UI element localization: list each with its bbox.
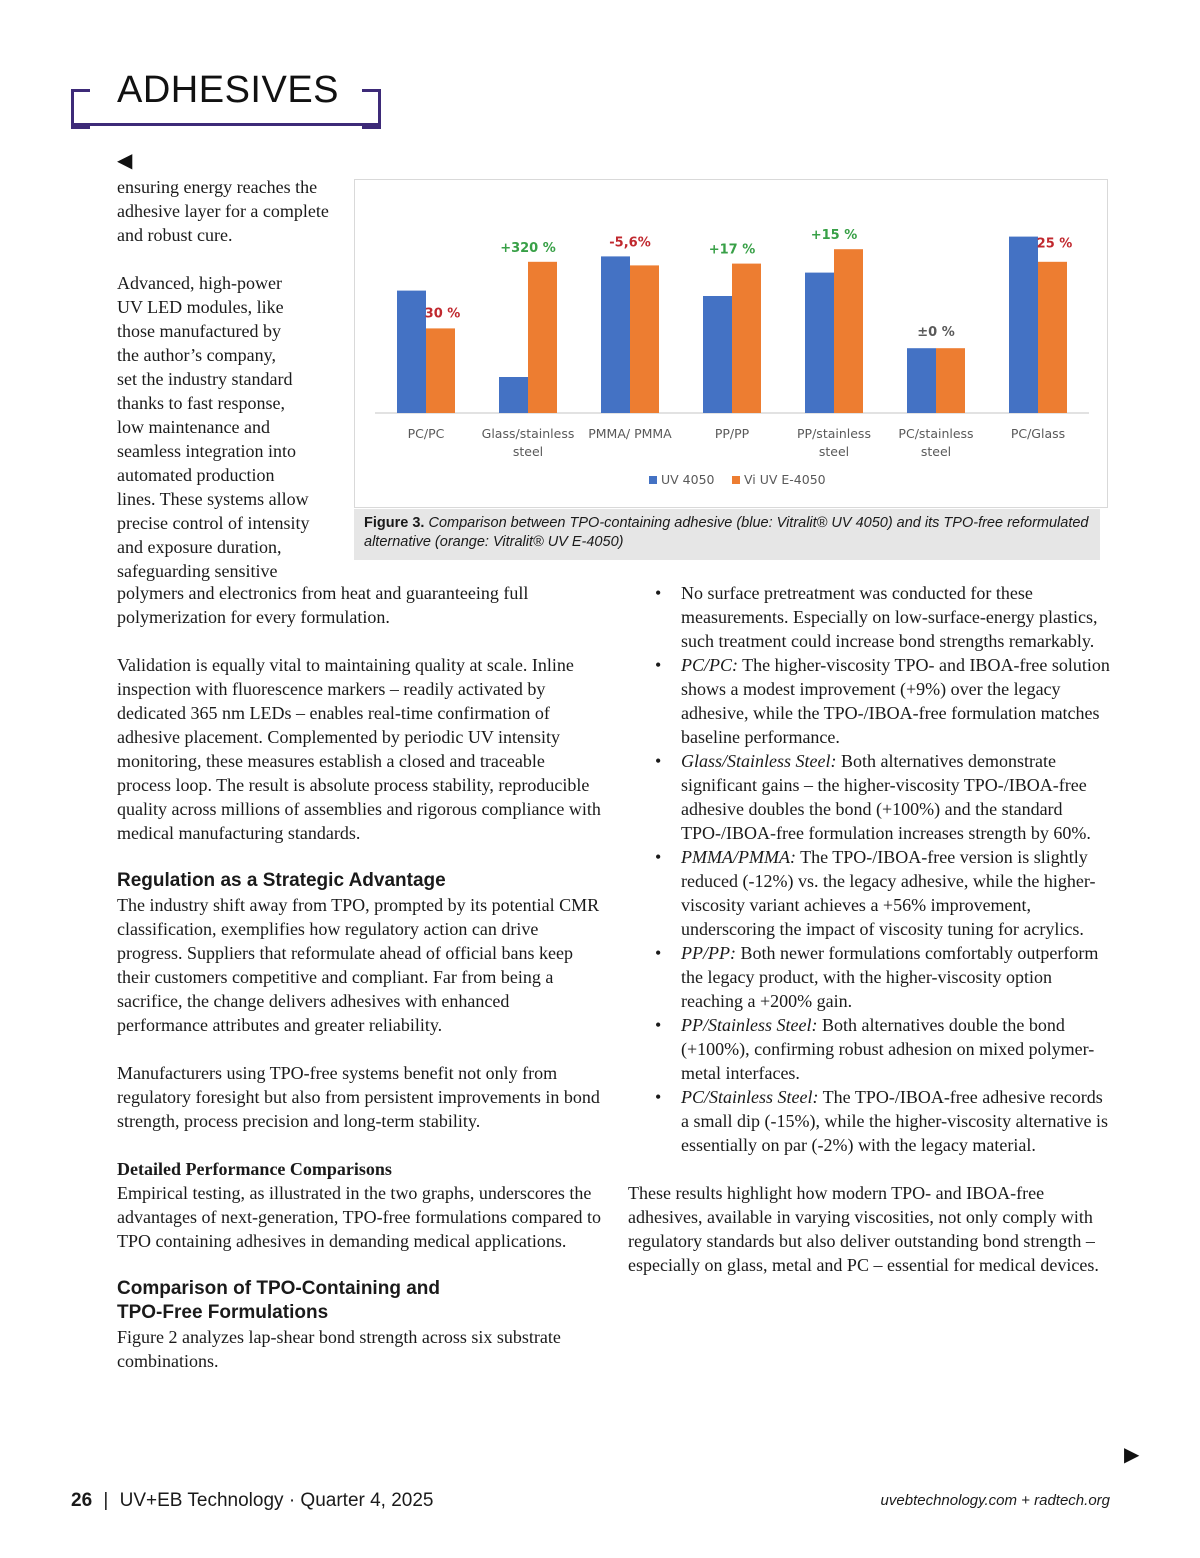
- text-line: UV LED modules, like: [117, 297, 284, 317]
- paragraph-1: ensuring energy reaches the adhesive layer for a complete and robust cure.: [117, 177, 329, 245]
- bar-uv-4050: [499, 377, 528, 413]
- x-tick-label: Glass/stainless: [481, 426, 575, 441]
- bullet-lead: PC/PC:: [681, 655, 738, 675]
- text-line: those manufactured by: [117, 321, 281, 341]
- bullet-text: Both alternatives demonstrate significant gains – the higher-viscosity TPO-/IBOA-free adhesive doubles the bond (+100%) and the standard TPO-/IBOA-free formulation increases strength by 60%.: [681, 751, 1091, 843]
- bar-vi-uv-e-4050: [1038, 262, 1067, 413]
- x-tick-label: PC/stainless: [898, 426, 974, 441]
- x-tick-label: PC/Glass: [1010, 426, 1066, 441]
- prev-page-arrow-icon[interactable]: ◀: [117, 148, 133, 172]
- text-line: Advanced, high-power: [117, 273, 282, 293]
- conclusion-paragraph: These results highlight how modern TPO- and IBOA-free adhesives, available in varying viscosities, not only comply with regulatory standards but also deliver outstanding bond strength – especially on glass, metal and PC – essential for medical devices.: [628, 1183, 1099, 1275]
- paragraph-4: The industry shift away from TPO, prompted by its potential CMR classification, exemplifies how regulatory action can drive progress. Suppliers that reformulate ahead of official bans keep their customers competitive and compliant. Far from being a sacrifice, the change delivers adhesives with enhanced performance attributes and greater reliability.: [117, 895, 600, 1035]
- publication-name: UV+EB Technology · Quarter 4, 2025: [119, 1490, 434, 1511]
- footer-left: [71, 1490, 434, 1512]
- data-label: 30 %: [424, 306, 461, 322]
- x-tick-label: PC/PC: [407, 426, 445, 441]
- result-bullet: [655, 941, 1113, 1013]
- left-column-wrapped: [117, 175, 337, 583]
- caption-text: Comparison between TPO-containing adhesive (blue: Vitralit® UV 4050) and its TPO-free reformulated alternative (orange: Vitralit® UV E-4050): [364, 515, 1089, 550]
- bullet-text: No surface pretreatment was conducted for these measurements. Especially on low-surface-energy plastics, such treatment could increase bond strengths remarkably.: [681, 583, 1098, 651]
- paragraph-5: Manufacturers using TPO-free systems benefit not only from regulatory foresight but also from persistent improvements in bond strength, process precision and long-term stability.: [117, 1063, 600, 1131]
- result-bullet: [655, 845, 1113, 941]
- text-line: low maintenance and: [117, 417, 270, 437]
- data-label: +15 %: [810, 228, 858, 244]
- text-line: lines. These systems allow: [117, 489, 309, 509]
- text-line: safeguarding sensitive: [117, 561, 278, 581]
- bar-uv-4050: [601, 256, 630, 413]
- figure-3: [354, 179, 1110, 561]
- text-line: precise control of intensity: [117, 513, 310, 533]
- bullet-dot: •: [655, 751, 662, 771]
- result-bullet: [655, 653, 1113, 749]
- bar-uv-4050: [1009, 237, 1038, 413]
- bar-vi-uv-e-4050: [630, 265, 659, 413]
- x-tick-label: steel: [512, 444, 544, 459]
- bullet-text: The TPO-/IBOA-free version is slightly reduced (-12%) vs. the legacy adhesive, while the higher-viscosity variant achieves a +56% improvement, underscoring the impact of viscosity tuning for acrylics.: [681, 847, 1096, 939]
- text-line: and exposure duration,: [117, 537, 282, 557]
- bullet-dot: •: [655, 583, 662, 603]
- text-line: thanks to fast response,: [117, 393, 285, 413]
- bar-vi-uv-e-4050: [426, 328, 455, 413]
- caption-label: Figure 3.: [364, 515, 425, 531]
- x-tick-label: steel: [818, 444, 850, 459]
- bar-vi-uv-e-4050: [732, 264, 761, 413]
- heading-comparison: [117, 1277, 602, 1325]
- bullet-dot: •: [655, 1015, 662, 1035]
- bar-uv-4050: [703, 296, 732, 413]
- paragraph-6: Empirical testing, as illustrated in the two graphs, underscores the advantages of next-generation, TPO-free formulations compared to TPO containing adhesives in demanding medical applications.: [117, 1183, 601, 1251]
- footer-websites[interactable]: uvebtechnology.com + radtech.org: [880, 1492, 1110, 1509]
- paragraph-2-wrapped: [117, 271, 337, 583]
- right-column: [628, 581, 1113, 1277]
- bullet-text: The higher-viscosity TPO- and IBOA-free solution shows a modest improvement (+9%) over the legacy adhesive, while the TPO-/IBOA-free formulation matches baseline performance.: [681, 655, 1110, 747]
- heading-regulation: Regulation as a Strategic Advantage: [117, 870, 446, 891]
- data-label: 25 %: [1036, 236, 1073, 252]
- bullet-dot: •: [655, 1087, 662, 1107]
- left-column: [117, 581, 602, 1373]
- section-header: [71, 66, 381, 126]
- bullet-text: Both alternatives double the bond (+100%), confirming robust adhesion on mixed polymer-metal interfaces.: [681, 1015, 1095, 1083]
- paragraph-3: Validation is equally vital to maintaining quality at scale. Inline inspection with fluorescence markers – readily activated by dedicated 365 nm LEDs – enables real-time confirmation of adhesive placement. Complemented by periodic UV intensity monitoring, these measures establish a closed and traceable process loop. The result is absolute process stability, reproducible quality across millions of assemblies and rigorous compliance with medical manufacturing standards.: [117, 655, 601, 843]
- legend-swatch: [649, 476, 657, 484]
- heading-performance: Detailed Performance Comparisons: [117, 1159, 392, 1179]
- figure-caption: [354, 509, 1100, 560]
- bullet-dot: •: [655, 943, 662, 963]
- bullet-dot: •: [655, 847, 662, 867]
- bar-uv-4050: [805, 273, 834, 413]
- paragraph-2-tail: polymers and electronics from heat and guaranteeing full polymerization for every formulation.: [117, 583, 529, 627]
- data-label: +17 %: [708, 242, 756, 258]
- result-bullet: [655, 581, 1113, 653]
- bullet-lead: PP/Stainless Steel:: [681, 1015, 818, 1035]
- bullet-lead: Glass/Stainless Steel:: [681, 751, 837, 771]
- legend-swatch: [732, 476, 740, 484]
- legend-label: UV 4050: [661, 472, 715, 487]
- result-bullet: [655, 1085, 1113, 1157]
- bar-vi-uv-e-4050: [528, 262, 557, 413]
- section-title: ADHESIVES: [117, 69, 340, 111]
- bullet-lead: PC/Stainless Steel:: [681, 1087, 819, 1107]
- bullet-dot: •: [655, 655, 662, 675]
- paragraph-7: Figure 2 analyzes lap-shear bond strength across six substrate combinations.: [117, 1327, 561, 1371]
- data-label: ±0 %: [917, 325, 955, 341]
- legend-label: Vi UV E-4050: [744, 472, 826, 487]
- x-tick-label: PP/PP: [714, 426, 750, 441]
- result-bullet: [655, 1013, 1113, 1085]
- data-label: -5,6%: [609, 235, 651, 251]
- x-tick-label: PP/stainless: [797, 426, 871, 441]
- chart-container: [354, 179, 1108, 508]
- bar-uv-4050: [907, 348, 936, 413]
- x-tick-label: steel: [920, 444, 952, 459]
- bar-chart: [355, 180, 1107, 507]
- text-line: seamless integration into: [117, 441, 296, 461]
- text-line: set the industry standard: [117, 369, 293, 389]
- bullet-lead: PP/PP:: [681, 943, 736, 963]
- bar-uv-4050: [397, 291, 426, 413]
- header-underline: [71, 123, 381, 126]
- page-number: 26: [71, 1490, 93, 1511]
- data-label: +320 %: [500, 240, 556, 256]
- heading-line: Comparison of TPO-Containing and: [117, 1278, 440, 1299]
- x-tick-label: PMMA/ PMMA: [588, 426, 672, 441]
- heading-line: TPO-Free Formulations: [117, 1302, 329, 1323]
- bullet-lead: PMMA/PMMA:: [681, 847, 796, 867]
- text-line: automated production: [117, 465, 275, 485]
- bar-vi-uv-e-4050: [834, 249, 863, 413]
- bar-vi-uv-e-4050: [936, 348, 965, 413]
- text-line: the author’s company,: [117, 345, 276, 365]
- results-list: [655, 581, 1113, 1157]
- next-page-arrow-icon[interactable]: ▶: [1124, 1442, 1140, 1466]
- bullet-text: The TPO-/IBOA-free adhesive records a small dip (-15%), while the higher-viscosity alternative is essentially on par (-2%) with the legacy material.: [681, 1087, 1109, 1155]
- result-bullet: [655, 749, 1113, 845]
- footer-separator: |: [103, 1490, 109, 1511]
- bullet-text: Both newer formulations comfortably outperform the legacy product, with the higher-viscosity option reaching a +200% gain.: [681, 943, 1099, 1011]
